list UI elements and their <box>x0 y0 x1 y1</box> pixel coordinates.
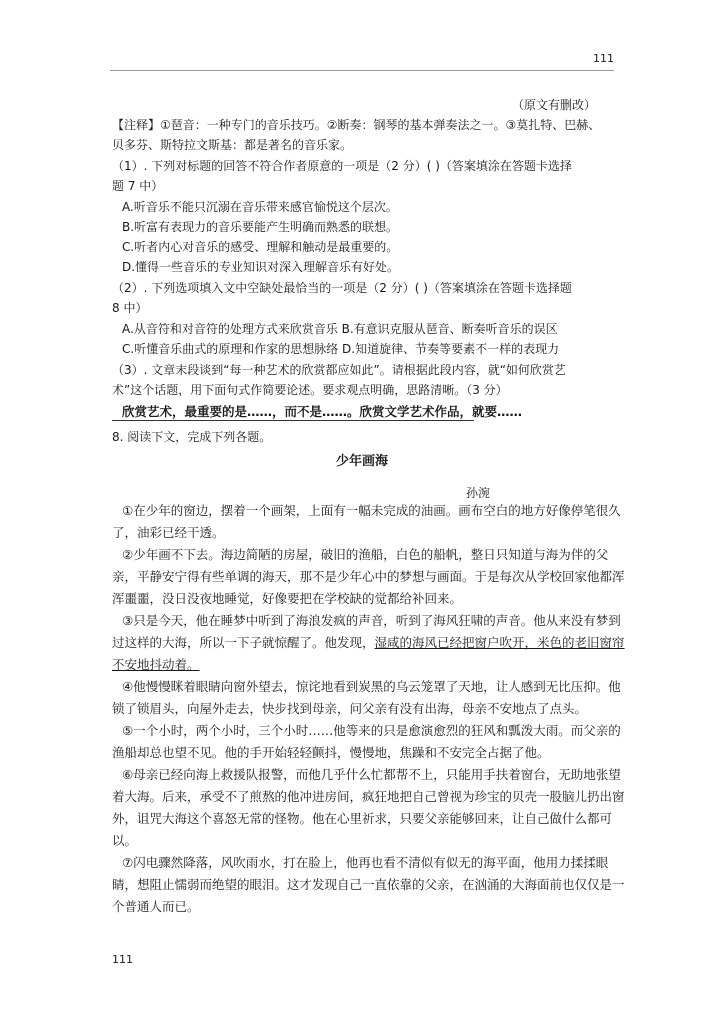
page-number-top: 111 <box>593 52 614 65</box>
paragraph-2: ②少年画不下去。海边简陋的房屋，破旧的渔船，白色的船帆，整日只知道与海为伴的父亲，平静安宁得有些单调的海天，那不是少年心中的梦想与画面。于是每次从学校回家他都浑浑噩噩，没日没夜地睡觉，好像要把在学校缺的觉都给补回来。 <box>112 547 625 606</box>
paragraph-5: ⑤一个小时，两个小时，三个小时……他等来的只是愈演愈烈的狂风和瓢泼大雨。而父亲的渔船却总也望不见。他的手开始轻轻颤抖，慢慢地，焦躁和不安完全占据了他。 <box>112 723 621 760</box>
paragraph-3 <box>112 610 632 676</box>
section8-instruction: 8. 阅读下文，完成下列各题。 <box>112 430 272 444</box>
page-number-bottom: 111 <box>112 953 133 966</box>
paragraph-3-text: ③只是今天，他在睡梦中听到了海浪发疯的声音，听到了海风狂啸的声音。他从来没有梦到过这样的大海，所以一下子就惊醒了。他发现， <box>112 613 621 650</box>
q3-template: 欣赏艺术，最重要的是……，而不是……。欣赏文学艺术作品，就要…… <box>122 404 523 419</box>
q1-option-b: B.听富有表现力的音乐要能产生明确而熟悉的联想。 <box>122 220 399 234</box>
article-author: 孙涴 <box>466 486 491 500</box>
q2-stem-2: 8 中） <box>112 301 148 315</box>
q2-options-row-1: A.从音符和对音符的处理方式来欣赏音乐 B.有意识克服从琶音、断奏听音乐的误区 <box>122 322 558 336</box>
header-rule <box>110 70 614 71</box>
paragraph-6: ⑥母亲已经向海上救援队报警，而他几乎什么忙都帮不上，只能用手扶着窗台，无助地张望着大海。后来，承受不了煎熬的他冲进房间，疯狂地把自己曾视为珍宝的贝壳一股脑儿扔出窗外，诅咒大海这个喜怒无常的怪物。他在心里祈求，只要父亲能够回来，让自己做什么都可以。 <box>112 767 625 848</box>
q1-option-c: C.听者内心对音乐的感受、理解和触动是最重要的。 <box>122 240 399 254</box>
notes-line-2: 贝多芬、斯特拉文斯基：都是著名的音乐家。 <box>112 138 353 152</box>
source-note: （原文有删改） <box>512 98 597 112</box>
paragraph-4: ④他慢慢眯着眼睛向窗外望去，惊诧地看到炭黑的乌云笼罩了天地，让人感到无比压抑。他锁了锁眉头，向屋外走去，快步找到母亲，问父亲有没有出海，母亲不安地点了点头。 <box>112 679 621 716</box>
q3-stem-2: 术”这个话题，用下面句式作简要论述。要求观点明确，思路清晰。（3 分） <box>112 383 508 397</box>
q2-stem-1: （2）. 下列选项填入文中空缺处最恰当的一项是（2 分）( )（答案填涂在答题卡选择题 <box>112 281 572 295</box>
q2-options-row-2: C.听懂音乐曲式的原理和作家的思想脉络 D.知道旋律、节奏等要素不一样的表现力 <box>122 342 560 356</box>
paragraph-1: ①在少年的窗边，摆着一个画架，上面有一幅未完成的油画。画布空白的地方好像停笔很久了，油彩已经干透。 <box>112 503 621 540</box>
q1-option-a: A.听音乐不能只沉溺在音乐带来感官愉悦这个层次。 <box>122 200 398 214</box>
q1-option-d: D.懂得一些音乐的专业知识对深入理解音乐有好处。 <box>122 260 400 274</box>
article-title: 少年画海 <box>335 454 388 469</box>
q1-stem-1: （1）. 下列对标题的回答不符合作者原意的一项是（2 分）( )（答案填涂在答题卡选择 <box>112 159 572 173</box>
paragraph-7: ⑦闪电骤然降落，风吹雨水，打在脸上，他再也看不清似有似无的海平面，他用力揉揉眼睛，想阻止懦弱而绝望的眼泪。这才发现自己一直依靠的父亲，在汹涌的大海面前也仅仅是一个普通人而已。 <box>112 855 625 914</box>
q1-stem-2: 题 7 中） <box>112 179 164 193</box>
paragraph-3-underlined: 湿咸的海风已经把窗户吹开，米色的老旧窗帘不安地抖动着。 <box>112 635 625 672</box>
section-divider <box>112 420 474 421</box>
q3-stem-1: （3）. 文章末段谈到“每一种艺术的欣赏都应如此”。请根据此段内容，就“如何欣赏艺 <box>112 363 566 377</box>
notes-line-1: 【注释】①琶音：一种专门的音乐技巧。②断奏：钢琴的基本弹奏法之一。③莫扎特、巴赫、 <box>112 118 601 132</box>
